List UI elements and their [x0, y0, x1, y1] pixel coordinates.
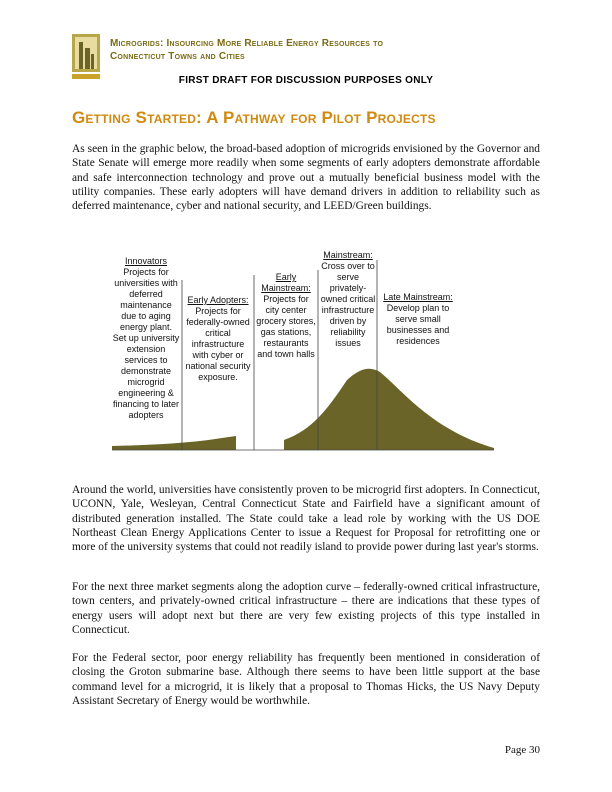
page-number: Page 30 [504, 744, 540, 756]
segment-early-adopters: Early Adopters: Projects for federally-owned critical infrastructure with cyber or national security exposure. [185, 295, 251, 382]
header-title-line2: Connecticut Towns and Cities [110, 50, 245, 62]
adoption-curve-area [112, 436, 236, 450]
segment-early-mainstream: Early Mainstream: Projects for city center grocery stores, gas stations, restaurants and town halls [256, 272, 316, 359]
microgrids-logo [72, 34, 100, 80]
adoption-curve-figure [112, 250, 494, 462]
draft-notice: FIRST DRAFT FOR DISCUSSION PURPOSES ONLY [178, 75, 434, 86]
paragraph-federal-sector: For the Federal sector, poor energy reliability has frequently been mentioned in consideration of closing the Groton submarine base. Although there seems to have been little support at the base command level for a microgrid, it is likely that a proposal to Thomas Hicks, the US Navy Deputy Assistant Secretary of Energy would be worthwhile. [72, 652, 540, 707]
segment-late-mainstream: Late Mainstream: Develop plan to serve small businesses and residences [383, 292, 453, 346]
paragraph-intro: As seen in the graphic below, the broad-based adoption of microgrids envisioned by the Governor and State Senate will emerge more readily when some segments of early adopters demonstrate affordable and safe interconnection technology and prove out a mutually beneficial business model with the utility companies. These early adopters will have demand drivers in addition to reliability such as deferred maintenance, cyber and national security, and LEED/Green buildings. [72, 143, 540, 213]
adoption-curve-main [284, 369, 494, 450]
header-title [110, 38, 530, 63]
segment-innovators: Innovators Projects for universities with deferred maintenance due to aging energy plant. Set up university extension services to demonstrate microgrid engineering & financing to later adopters [112, 256, 180, 420]
segment-mainstream: Mainstream: Cross over to serve privately-owned critical infrastructure driven by reliability issues [320, 250, 376, 348]
paragraph-universities: Around the world, universities have consistently proven to be microgrid first adopters. In Connecticut, UCONN, Yale, Wesleyan, Central Connecticut State and Fairfield have a significant amount of distributed generation installed. The State could take a lead role by working with the US DOE Northeast Clean Energy Applications Center to issue a Request for Proposal for retrofitting one or more of the university systems that could not readily island to provide power during last year's storms. [72, 484, 540, 554]
section-title: Getting Started: A Pathway for Pilot Projects [72, 108, 436, 127]
header-title-line1: Microgrids: Insourcing More Reliable Energy Resources to [110, 38, 384, 49]
paragraph-market-segments: For the next three market segments along the adoption curve – federally-owned critical infrastructure, town centers, and privately-owned critical infrastructure – there are indications that these types of energy users will adopt next but there are very few existing projects of this type installed in Connecticut. [72, 581, 540, 636]
